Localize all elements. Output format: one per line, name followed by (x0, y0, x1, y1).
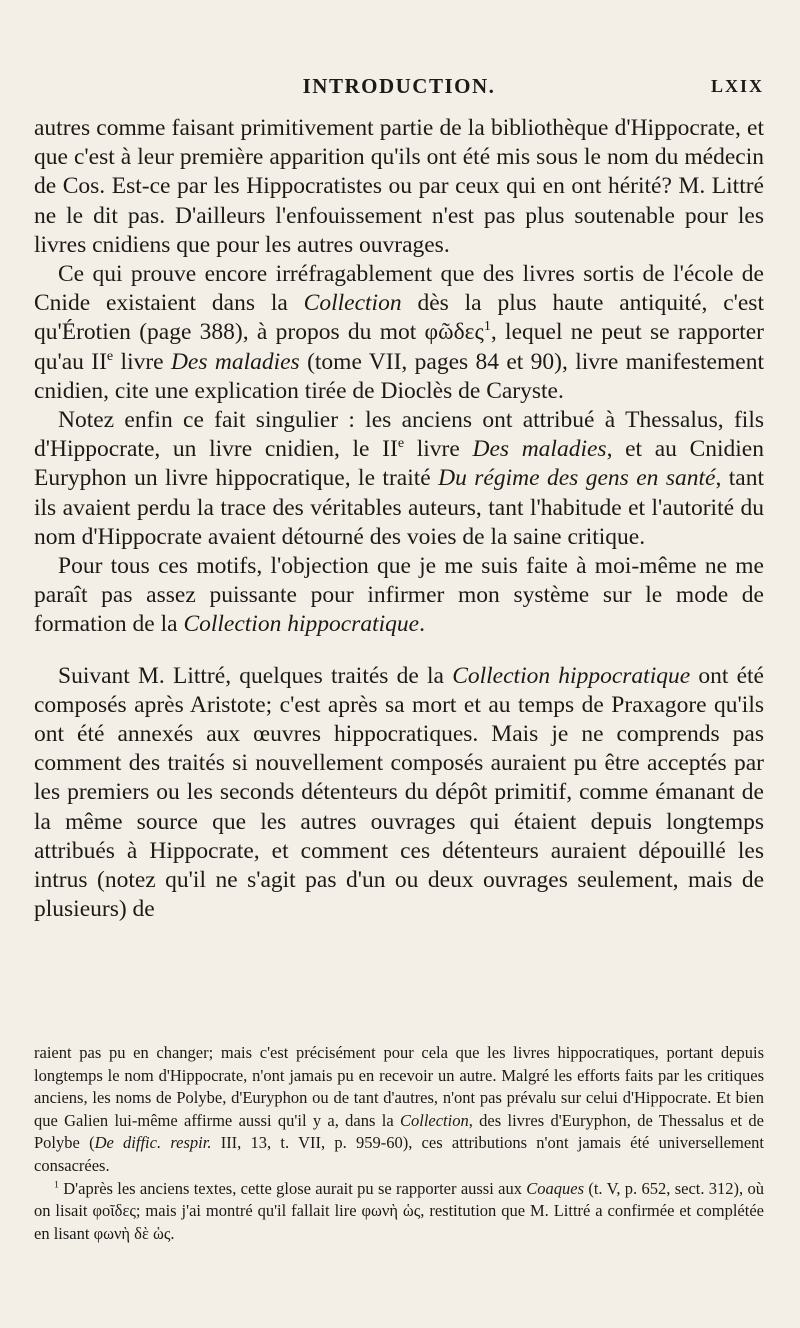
text-run: , des livres d'Euryphon, de Thessalus et de Polybe ( (34, 1110, 765, 1153)
text-run: , tant ils avaient perdu la trace des véritables auteurs, tant l'habitude et l'autorité du nom d'Hippocrate avaient détourné des voies de la saine critique. (34, 465, 764, 550)
text-run: Ce qui prouve encore irréfragablement que des livres sortis de l'école de Cnide existaient dans la (34, 261, 764, 317)
italic-text: Des maladies (170, 348, 300, 375)
italic-text: De diffic. respir. (94, 1133, 212, 1153)
superscript: 1 (483, 318, 491, 335)
page-number: LXIX (710, 76, 764, 96)
italic-text: Coaques (526, 1178, 585, 1198)
italic-text: Du régime des gens en santé (438, 465, 716, 492)
italic-text: Collection hippocratique (183, 611, 420, 638)
text-run: , lequel ne peut se rapporter qu'au II (34, 319, 764, 375)
text-run: (t. V, p. 652, sect. 312), où on lisait φοῖδες; mais j'ai montré qu'il fallait lire φωνὴ ὡς, restitution que M. Littré a confirmée et complétée en lisant φωνὴ δὲ ὡς. (34, 1178, 764, 1243)
paragraph (34, 406, 764, 552)
text-run: Notez enfin ce fait singulier : les anciens ont attribué à Thessalus, fils d'Hippocrate, un livre cnidien, le II (34, 407, 764, 463)
running-header (34, 74, 764, 104)
paragraph (34, 260, 764, 406)
paragraph (34, 552, 764, 640)
paragraph (34, 662, 764, 925)
footnotes (34, 1042, 764, 1245)
text-run: , et au Cnidien Euryphon un livre hippocratique, le traité (34, 436, 764, 492)
superscript: e (106, 347, 114, 364)
italic-text: Des maladies (472, 436, 607, 463)
text-run: dès la plus haute antiquité, c'est qu'Érotien (page 388), à propos du mot φῶδες (34, 290, 764, 346)
italic-text: Collection hippocratique (452, 662, 691, 689)
main-text (34, 114, 764, 924)
text-run: ont été composés après Aristote; c'est après sa mort et au temps de Praxagore qu'ils ont été annexés aux œuvres hippocratiques. Mais je ne comprends pas comment des traités si nouvellement composés auraient pu être acceptés par les premiers ou les seconds détenteurs du dépôt primitif, comme émanant de la même source que les autres ouvrages qui étaient depuis longtemps attribués à Hippocrate, et comment ces détenteurs auraient dépouillé les intrus (notez qu'il ne s'agit pas d'un ou deux ouvrages seulement, mais de plusieurs) de (34, 662, 764, 923)
text-run: (tome VII, pages 84 et 90), livre manifestement cnidien, cite une explication tirée de Dioclès de Caryste. (34, 348, 764, 404)
text-run: . (419, 611, 425, 638)
footnote-1 (34, 1178, 764, 1246)
superscript: 1 (54, 1179, 59, 1191)
text-run: III, 13, t. VII, p. 959-60), ces attributions n'ont jamais été universellement consacrées. (34, 1133, 764, 1175)
paragraph (34, 114, 764, 260)
italic-text: Collection (303, 290, 402, 317)
italic-text: Collection (399, 1110, 469, 1130)
text-run: livre (404, 436, 473, 463)
text-run: autres comme faisant primitivement partie de la bibliothèque d'Hippocrate, et que c'est à leur première apparition qu'ils ont été mis sous le nom du médecin de Cos. Est-ce par les Hippocratistes ou par ceux qui en ont hérité? M. Littré ne le dit pas. D'ailleurs l'enfouissement n'est pas plus soutenable pour les livres cnidiens que pour les autres ouvrages. (34, 115, 764, 258)
footnote-continuation (34, 1042, 764, 1178)
text-run: raient pas pu en changer; mais c'est précisément pour cela que les livres hippocratiques, portant depuis longtemps le nom d'Hippocrate, n'ont jamais pu en recevoir un autre. Malgré les efforts faits par les critiques anciens, les noms de Polybe, d'Euryphon ou de tant d'autres, n'ont pas prévalu sur celui d'Hippocrate. Et bien que Galien lui-même affirme aussi qu'il y a, dans la (34, 1043, 764, 1130)
text-run: Suivant M. Littré, quelques traités de la (58, 662, 453, 689)
text-run: Pour tous ces motifs, l'objection que je me suis faite à moi-même ne me paraît pas assez puissante pour infirmer mon système sur le mode de formation de la (34, 553, 764, 638)
running-title: INTRODUCTION. (302, 74, 496, 98)
text-run: livre (113, 348, 171, 375)
superscript: e (397, 435, 405, 452)
text-run: D'après les anciens textes, cette glose aurait pu se rapporter aussi aux (58, 1178, 527, 1198)
